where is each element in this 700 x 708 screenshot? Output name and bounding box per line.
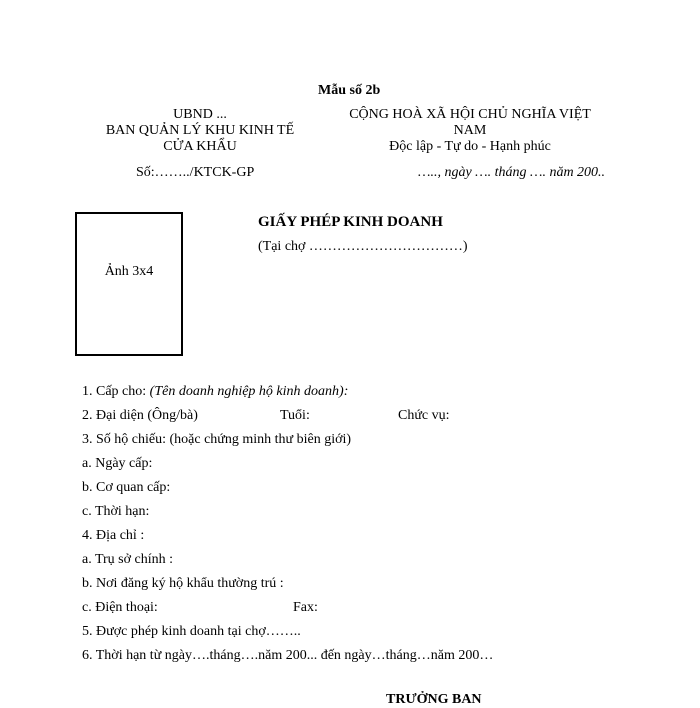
issue-date: ….., ngày …. tháng …. năm 200.. [418, 165, 606, 180]
field-issuing-agency: b. Cơ quan cấp: [82, 480, 171, 495]
national-heading [330, 107, 610, 155]
document-number: Số:……../KTCK-GP [136, 165, 255, 180]
authority-line-1: UBND ... [173, 107, 227, 122]
document-title: GIẤY PHÉP KINH DOANH [258, 214, 443, 230]
field-phone: c. Điện thoại: [82, 600, 158, 615]
issuing-authority [90, 107, 310, 155]
field-permanent-residence: b. Nơi đăng ký hộ khẩu thường trú : [82, 576, 284, 591]
field-market-permit: 5. Được phép kinh doanh tại chợ…….. [82, 624, 301, 639]
field-address: 4. Địa chỉ : [82, 528, 145, 543]
field-validity: c. Thời hạn: [82, 504, 150, 519]
signature-title: TRƯỞNG BAN [386, 692, 482, 707]
national-motto: Độc lập - Tự do - Hạnh phúc [389, 139, 551, 154]
form-code: Mẫu số 2b [318, 83, 381, 98]
field-passport: 3. Số hộ chiếu: (hoặc chứng minh thư biên giới) [82, 432, 352, 447]
authority-line-3: CỬA KHẨU [163, 139, 237, 154]
field-permit-period: 6. Thời hạn từ ngày….tháng….năm 200... đến ngày…tháng…năm 200… [82, 648, 494, 663]
field-position: Chức vụ: [398, 408, 450, 423]
field-fax: Fax: [293, 600, 318, 615]
field-age: Tuổi: [280, 408, 310, 423]
national-title-line-1: CỘNG HOÀ XÃ HỘI CHỦ NGHĨA VIỆT [349, 107, 591, 122]
photo-label: Ảnh 3x4 [104, 264, 154, 279]
field-representative: 2. Đại diện (Ông/bà) [82, 408, 198, 423]
field-issued-to-hint: (Tên doanh nghiệp hộ kinh doanh): [149, 384, 349, 399]
authority-line-2: BAN QUẢN LÝ KHU KINH TẾ [105, 123, 295, 138]
document-subtitle: (Tại chợ ……………………………) [258, 239, 468, 254]
national-title-line-2: NAM [453, 123, 487, 138]
field-head-office: a. Trụ sở chính : [82, 552, 174, 567]
field-issued-to [82, 384, 348, 400]
photo-placeholder [75, 212, 183, 356]
field-issue-date: a. Ngày cấp: [82, 456, 153, 471]
field-issued-to-label: 1. Cấp cho: [82, 384, 150, 399]
